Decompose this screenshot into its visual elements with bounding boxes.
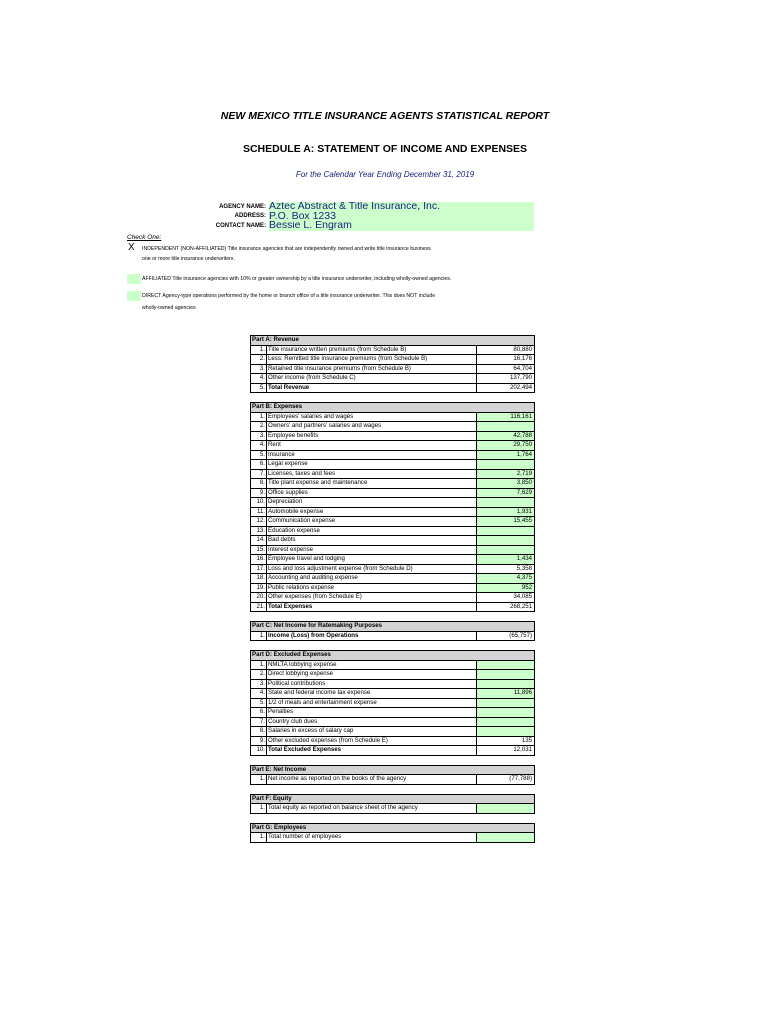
amount-input-cell[interactable]: 952 — [477, 584, 534, 593]
row-description: Salaries in excess of salary cap — [267, 727, 477, 736]
schedule-section — [250, 765, 535, 785]
row-number: 10. — [251, 746, 267, 755]
row-description: 1/2 of meals and entertainment expense — [267, 699, 477, 708]
amount-input-cell[interactable] — [477, 527, 534, 536]
agency-name-field[interactable]: Aztec Abstract & Title Insurance, Inc. — [269, 202, 534, 212]
amount-input-cell[interactable]: 3,850 — [477, 479, 534, 488]
row-number: 20. — [251, 593, 267, 602]
agency-name-row — [200, 202, 534, 212]
schedule-table — [250, 335, 535, 852]
row-description: State and federal income tax expense — [267, 689, 477, 698]
row-number: 13. — [251, 527, 267, 536]
row-description: Insurance — [267, 451, 477, 460]
row-description: Other excluded expenses (from Schedule E) — [267, 737, 477, 746]
report-title: NEW MEXICO TITLE INSURANCE AGENTS STATISTICAL REPORT — [220, 110, 550, 122]
table-row — [250, 726, 535, 736]
agency-name-label: AGENCY NAME: — [219, 203, 266, 210]
amount-input-cell[interactable] — [477, 699, 534, 708]
address-label: ADDRESS: — [234, 213, 266, 220]
amount-input-cell[interactable]: 116,161 — [477, 413, 534, 422]
amount-input-cell[interactable] — [477, 661, 534, 670]
row-number: 4. — [251, 689, 267, 698]
contact-name-field[interactable]: Bessie L. Engram — [269, 221, 534, 231]
row-number: 4. — [251, 374, 267, 383]
table-row — [250, 383, 535, 394]
table-row — [250, 774, 535, 785]
schedule-section — [250, 794, 535, 814]
row-description: Title plant expense and maintenance — [267, 479, 477, 488]
row-number: 7. — [251, 470, 267, 479]
amount-input-cell[interactable] — [477, 546, 534, 555]
amount-input-cell[interactable] — [477, 536, 534, 545]
amount-cell: 80,880 — [513, 345, 532, 353]
table-row — [250, 707, 535, 717]
table-row — [250, 469, 535, 479]
amount-cell: 137,790 — [509, 374, 532, 381]
section-title: Part E: Net Income — [250, 765, 535, 775]
row-number: 18. — [251, 574, 267, 583]
row-description: Less: Remitted title insurance premiums (from Schedule B) — [267, 355, 477, 364]
row-number: 6. — [251, 708, 267, 717]
row-number: 2. — [251, 355, 267, 364]
schedule-section — [250, 335, 535, 393]
independent-text-2: one or more title insurance underwriters. — [142, 256, 235, 262]
amount-input-cell[interactable] — [477, 422, 534, 431]
section-title: Part F: Equity — [250, 794, 535, 804]
row-description: Loss and loss adjustment expense (from Schedule D) — [267, 565, 477, 574]
row-number: 3. — [251, 365, 267, 374]
schedule-section — [250, 402, 535, 612]
row-number: 5. — [251, 451, 267, 460]
row-description: Automobile expense — [267, 508, 477, 517]
schedule-section — [250, 621, 535, 641]
amount-input-cell[interactable]: 4,375 — [477, 574, 534, 583]
table-row — [250, 507, 535, 517]
row-description: Public relations expense — [267, 584, 477, 593]
schedule-section — [250, 650, 535, 756]
table-row — [250, 526, 535, 536]
affiliated-checkbox[interactable] — [127, 274, 141, 284]
row-number: 21. — [251, 603, 267, 612]
table-row — [250, 583, 535, 593]
row-number: 11. — [251, 508, 267, 517]
table-row — [250, 478, 535, 488]
amount-input-cell[interactable]: 29,750 — [477, 441, 534, 450]
table-row — [250, 592, 535, 602]
row-description: Income (Loss) from Operations — [267, 632, 477, 641]
table-row — [250, 573, 535, 583]
table-row — [250, 717, 535, 727]
row-description: Bad debts — [267, 536, 477, 545]
direct-text-2: wholly-owned agencies. — [142, 305, 198, 311]
table-row — [250, 803, 535, 814]
amount-input-cell[interactable] — [477, 804, 534, 813]
table-row — [250, 497, 535, 507]
row-number: 19. — [251, 584, 267, 593]
row-number: 7. — [251, 718, 267, 727]
table-row — [250, 412, 535, 422]
section-title: Part D: Excluded Expenses — [250, 650, 535, 660]
amount-input-cell[interactable]: 1,434 — [477, 555, 534, 564]
agency-info — [200, 202, 534, 231]
row-description: Other income (from Schedule C) — [267, 374, 477, 383]
row-description: Total Expenses — [267, 603, 477, 612]
row-number: 12. — [251, 517, 267, 526]
row-description: NMLTA lobbying expense — [267, 661, 477, 670]
row-description: Retained title insurance premiums (from Schedule B) — [267, 365, 477, 374]
amount-input-cell[interactable] — [477, 833, 534, 842]
row-number: 16. — [251, 555, 267, 564]
row-description: Direct lobbying expense — [267, 670, 477, 679]
row-number: 9. — [251, 489, 267, 498]
row-number: 5. — [251, 699, 267, 708]
row-description: Education expense — [267, 527, 477, 536]
row-description: Political contributions — [267, 680, 477, 689]
row-description: Employee travel and lodging — [267, 555, 477, 564]
amount-cell: 34,085 — [513, 593, 532, 600]
table-row — [250, 431, 535, 441]
amount-cell: 12,031 — [513, 746, 532, 753]
row-description: Title insurance written premiums (from Schedule B) — [267, 346, 477, 355]
amount-cell: 16,176 — [513, 355, 532, 362]
table-row — [250, 364, 535, 374]
direct-checkbox[interactable] — [127, 291, 141, 301]
row-description: Employees' salaries and wages — [267, 413, 477, 422]
amount-cell: 268,251 — [509, 602, 532, 610]
amount-input-cell[interactable]: 1,931 — [477, 508, 534, 517]
table-row — [250, 698, 535, 708]
section-title: Part A: Revenue — [250, 335, 535, 345]
check-one-label: Check One: — [127, 234, 162, 241]
amount-cell: 64,704 — [513, 364, 532, 372]
row-number: 8. — [251, 727, 267, 736]
row-number: 3. — [251, 432, 267, 441]
amount-input-cell[interactable] — [477, 718, 534, 727]
contact-row — [200, 221, 534, 231]
table-row — [250, 669, 535, 679]
row-description: Total Revenue — [267, 384, 477, 393]
row-number: 14. — [251, 536, 267, 545]
amount-input-cell[interactable] — [477, 708, 534, 717]
row-number: 5. — [251, 384, 267, 393]
row-description: Total number of employees — [267, 833, 477, 842]
table-row — [250, 736, 535, 746]
table-row — [250, 488, 535, 498]
section-title: Part B: Expenses — [250, 402, 535, 412]
table-row — [250, 545, 535, 555]
section-title: Part G: Employees — [250, 823, 535, 833]
row-number: 3. — [251, 680, 267, 689]
row-description: Total equity as reported on balance sheet of the agency — [267, 804, 477, 813]
row-number: 1. — [251, 661, 267, 670]
row-description: Interest expense — [267, 546, 477, 555]
table-row — [250, 459, 535, 469]
row-number: 17. — [251, 565, 267, 574]
amount-input-cell[interactable]: 1,764 — [477, 451, 534, 460]
amount-input-cell[interactable]: 7,629 — [477, 489, 534, 498]
row-description: Other expenses (from Schedule E) — [267, 593, 477, 602]
table-row — [250, 421, 535, 431]
amount-input-cell[interactable] — [477, 680, 534, 689]
table-row — [250, 602, 535, 613]
row-description: Owners' and partners' salaries and wages — [267, 422, 477, 431]
row-description: Accounting and auditing expense — [267, 574, 477, 583]
table-row — [250, 832, 535, 843]
table-row — [250, 345, 535, 355]
row-description: Communication expense — [267, 517, 477, 526]
amount-input-cell[interactable] — [477, 460, 534, 469]
amount-cell: 135 — [521, 736, 532, 744]
row-description: Licenses, taxes and fees — [267, 470, 477, 479]
direct-text: DIRECT Agency-type operations performed by the home or branch office of a title insurance underwriter. This does NOT include — [142, 293, 436, 299]
row-number: 1. — [251, 804, 267, 813]
affiliated-text: AFFILIATED Title insurance agencies with 10% or greater ownership by a title insurance underwriter, including wholly-owned agencies. — [142, 276, 452, 282]
row-description: Country club dues — [267, 718, 477, 727]
amount-cell: 202,494 — [509, 383, 532, 391]
table-row — [250, 440, 535, 450]
amount-input-cell[interactable] — [477, 727, 534, 736]
table-row — [250, 660, 535, 670]
table-row — [250, 631, 535, 642]
amount-cell: 5,358 — [516, 564, 532, 572]
row-number: 1. — [251, 775, 267, 784]
selected-x-mark: X — [128, 242, 135, 253]
table-row — [250, 516, 535, 526]
amount-input-cell[interactable]: 11,896 — [477, 689, 534, 698]
table-row — [250, 354, 535, 364]
row-number: 10. — [251, 498, 267, 507]
amount-input-cell[interactable]: 2,719 — [477, 470, 534, 479]
table-row — [250, 745, 535, 756]
row-description: Penalties — [267, 708, 477, 717]
independent-text: INDEPENDENT (NON-AFFILIATED) Title insurance agencies that are independently owned and write title insurance business — [142, 246, 431, 252]
table-row — [250, 373, 535, 383]
section-title: Part C: Net Income for Ratemaking Purposes — [250, 621, 535, 631]
row-description: Net income as reported on the books of the agency — [267, 775, 477, 784]
row-number: 8. — [251, 479, 267, 488]
row-description: Office supplies — [267, 489, 477, 498]
row-description: Employee benefits — [267, 432, 477, 441]
row-number: 1. — [251, 632, 267, 641]
row-description: Legal expense — [267, 460, 477, 469]
row-description: Depreciation — [267, 498, 477, 507]
address-row — [200, 212, 534, 222]
report-period: For the Calendar Year Ending December 31, 2019 — [295, 170, 475, 179]
contact-name-label: CONTACT NAME: — [215, 222, 266, 229]
row-number: 1. — [251, 346, 267, 355]
row-number: 1. — [251, 413, 267, 422]
row-number: 15. — [251, 546, 267, 555]
amount-cell: (65,757) — [509, 631, 532, 639]
table-row — [250, 679, 535, 689]
schedule-title: SCHEDULE A: STATEMENT OF INCOME AND EXPENSES — [242, 143, 528, 155]
amount-input-cell[interactable] — [477, 670, 534, 679]
amount-cell: (77,788) — [509, 775, 532, 782]
amount-input-cell[interactable]: 42,788 — [477, 432, 534, 441]
row-number: 4. — [251, 441, 267, 450]
amount-input-cell[interactable] — [477, 498, 534, 507]
address-field[interactable]: P.O. Box 1233 — [269, 212, 534, 222]
table-row — [250, 688, 535, 698]
row-number: 6. — [251, 460, 267, 469]
table-row — [250, 554, 535, 564]
table-row — [250, 450, 535, 460]
schedule-section — [250, 823, 535, 843]
row-description: Rent — [267, 441, 477, 450]
table-row — [250, 564, 535, 574]
row-number: 2. — [251, 670, 267, 679]
row-number: 9. — [251, 737, 267, 746]
row-number: 1. — [251, 833, 267, 842]
row-number: 2. — [251, 422, 267, 431]
amount-input-cell[interactable]: 15,455 — [477, 517, 534, 526]
table-row — [250, 535, 535, 545]
row-description: Total Excluded Expenses — [267, 746, 477, 755]
